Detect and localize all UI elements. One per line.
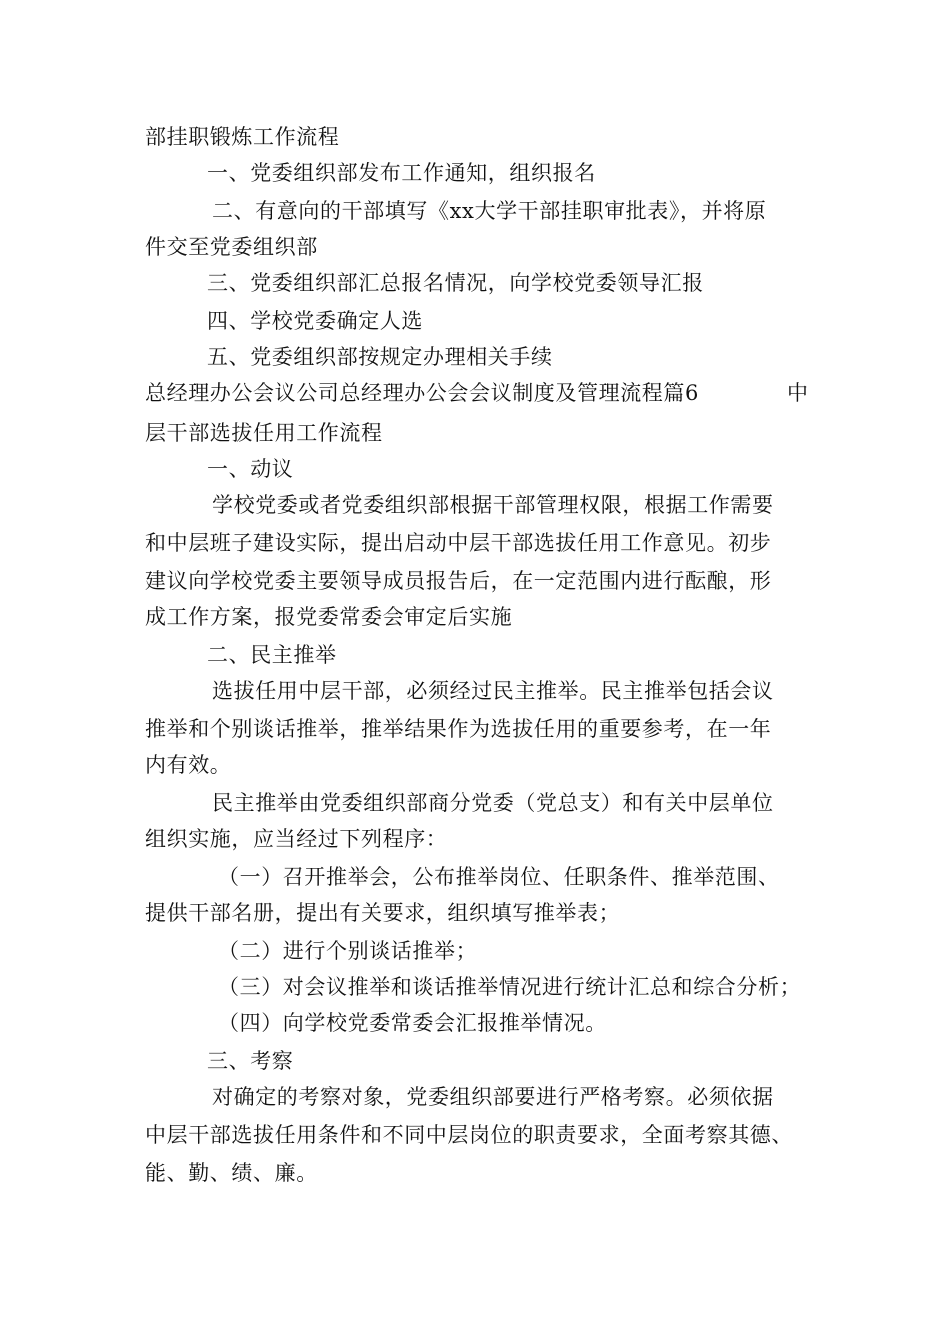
- text-line: 内有效。: [145, 753, 232, 777]
- text-line: 和中层班子建设实际，提出启动中层干部选拔任用工作意见。初步: [145, 531, 772, 555]
- text-line: （三）对会议推举和谈话推举情况进行统计汇总和综合分析；: [218, 975, 802, 999]
- text-line: 选拔任用中层干部，必须经过民主推举。民主推举包括会议: [212, 679, 774, 703]
- text-line: 三、考察: [207, 1049, 294, 1073]
- text-line: 能、勤、绩、廉。: [145, 1161, 318, 1185]
- text-line: 四、学校党委确定人选: [207, 309, 423, 333]
- text-line: 五、党委组织部按规定办理相关手续: [207, 345, 553, 369]
- text-line: （二）进行个别谈话推举；: [218, 939, 478, 963]
- text-line: （一）召开推举会，公布推举岗位、任职条件、推举范围、: [218, 865, 780, 889]
- text-line: 总经理办公会议公司总经理办公会会议制度及管理流程篇6: [145, 381, 699, 405]
- text-line: 推举和个别谈话推举，推举结果作为选拔任用的重要参考，在一年: [145, 717, 772, 741]
- text-line: 中层干部选拔任用条件和不同中层岗位的职责要求，全面考察其德、: [145, 1123, 793, 1147]
- text-line: 成工作方案，报党委常委会审定后实施: [145, 605, 513, 629]
- text-line: 对确定的考察对象，党委组织部要进行严格考察。必须依据: [212, 1085, 774, 1109]
- text-line: 二、有意向的干部填写《xx大学干部挂职审批表》，并将原: [212, 199, 767, 223]
- text-line: 建议向学校党委主要领导成员报告后，在一定范围内进行酝酿，形: [145, 569, 772, 593]
- text-line: 学校党委或者党委组织部根据干部管理权限，根据工作需要: [212, 493, 774, 517]
- text-line: 组织实施，应当经过下列程序：: [145, 827, 448, 851]
- text-line: （四）向学校党委常委会汇报推举情况。: [218, 1011, 607, 1035]
- text-line: 一、党委组织部发布工作通知，组织报名: [207, 161, 596, 185]
- text-line: 提供干部名册，提出有关要求，组织填写推举表；: [145, 901, 621, 925]
- text-line: 三、党委组织部汇总报名情况，向学校党委领导汇报: [207, 271, 704, 295]
- text-line: 层干部选拔任用工作流程: [145, 421, 383, 445]
- text-line: 部挂职锻炼工作流程: [145, 125, 340, 149]
- text-line: 一、动议: [207, 457, 294, 481]
- text-line: 二、民主推举: [207, 643, 337, 667]
- text-line: 件交至党委组织部: [145, 235, 318, 259]
- text-line: 民主推举由党委组织部商分党委（党总支）和有关中层单位: [212, 791, 774, 815]
- text-line-tail: 中: [787, 381, 808, 405]
